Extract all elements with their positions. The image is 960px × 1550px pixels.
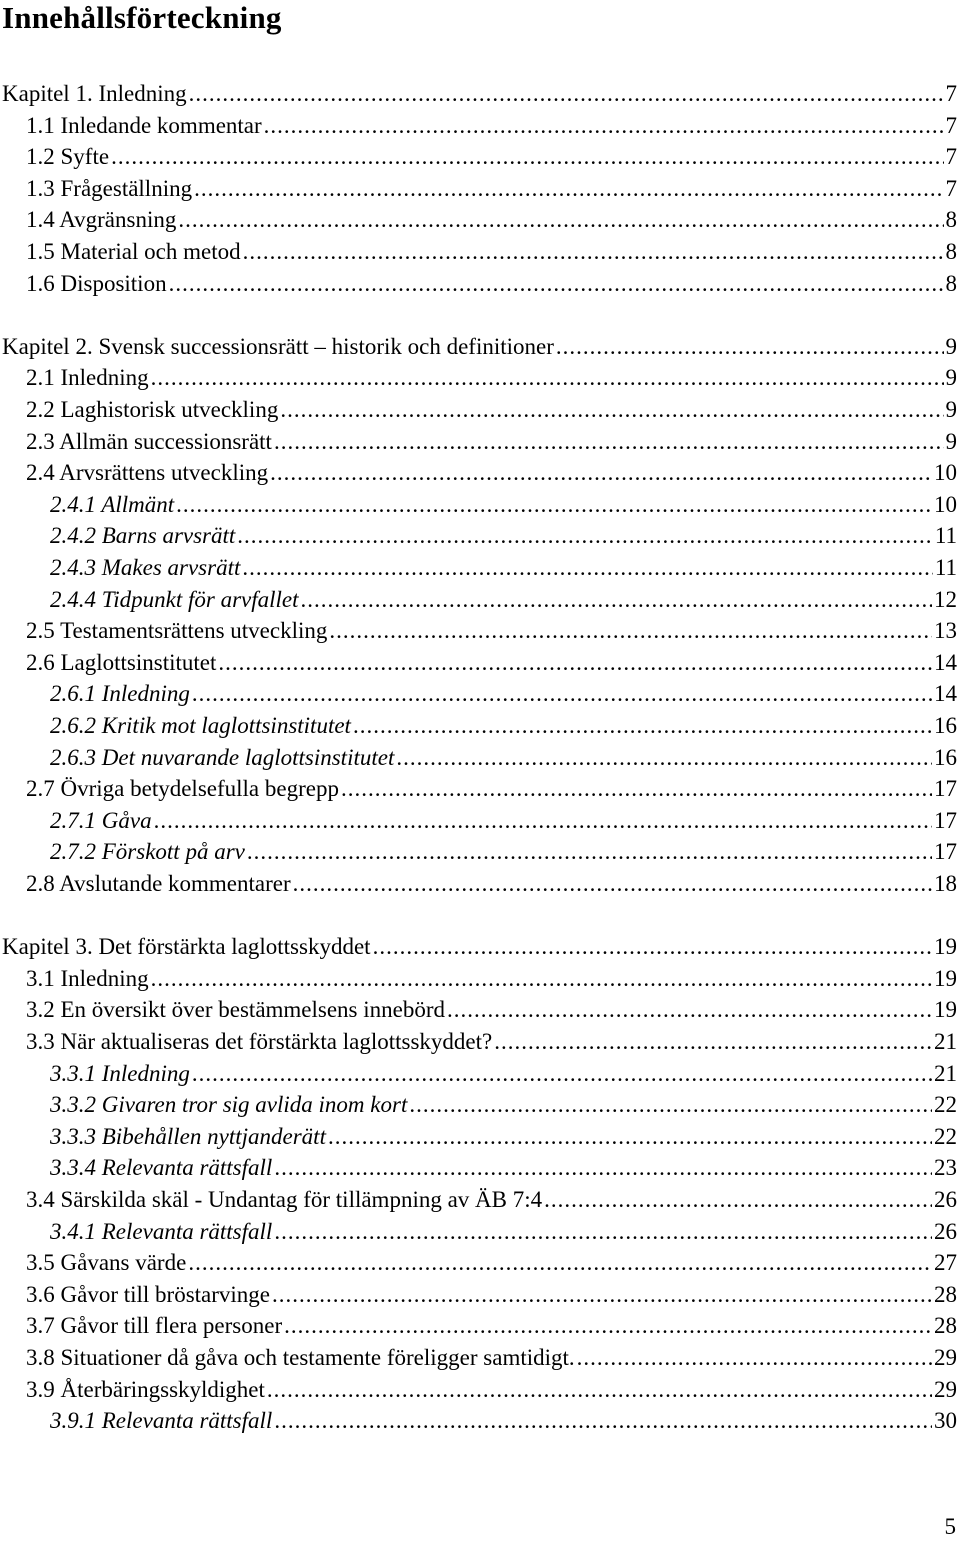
toc-entry[interactable] (50, 489, 957, 520)
toc-entry-page-number: 22 (934, 1123, 957, 1149)
toc-entry[interactable] (50, 1152, 957, 1183)
toc-entry-page-number: 22 (934, 1092, 957, 1118)
toc-dot-leader (301, 584, 932, 615)
toc-entry-title: 2.7.1 Gåva (50, 807, 152, 833)
toc-dot-leader (274, 1216, 932, 1247)
toc-dot-leader (267, 1374, 932, 1405)
toc-entry-page-number: 19 (934, 965, 957, 991)
toc-entry-title: 2.5 Testamentsrättens utveckling (26, 618, 328, 644)
toc-entry[interactable] (26, 1247, 957, 1278)
toc-entry-page-number: 17 (934, 839, 957, 865)
toc-dot-leader (373, 931, 932, 962)
toc-dot-leader (194, 173, 943, 204)
toc-entry-page-number: 17 (934, 807, 957, 833)
toc-entry-page-number: 18 (934, 871, 957, 896)
toc-entry-title: 2.6.2 Kritik mot laglottsinstitutet (50, 713, 351, 738)
toc-entry-title: 2.3 Allmän successionsrätt (26, 428, 272, 454)
toc-entry[interactable] (26, 141, 957, 172)
toc-entry-page-number: 8 (945, 239, 957, 264)
toc-entry-title: 2.6.1 Inledning (50, 681, 190, 707)
toc-entry[interactable] (50, 1121, 957, 1152)
toc-entry-title: 3.3 När aktualiseras det förstärkta laglottsskyddet? (26, 1029, 493, 1054)
toc-entry-title: 2.6 Laglottsinstitutet (26, 649, 217, 675)
page-title: Innehållsförteckning (2, 0, 282, 35)
toc-entry[interactable] (26, 426, 957, 457)
toc-entry[interactable] (50, 678, 957, 709)
toc-entry-title: 2.6.3 Det nuvarande laglottsinstitutet (50, 744, 395, 770)
toc-dot-leader (178, 204, 943, 235)
toc-entry-page-number: 14 (934, 681, 957, 707)
toc-entry-page-number: 30 (934, 1408, 957, 1434)
toc-entry[interactable] (50, 742, 957, 773)
toc-entry-page-number: 8 (945, 207, 957, 233)
toc-dot-leader (111, 141, 943, 172)
toc-entry-title: 3.5 Gåvans värde (26, 1250, 187, 1276)
toc-entry-title: 2.4.3 Makes arvsrätt (50, 555, 241, 580)
toc-entry-page-number: 23 (934, 1155, 957, 1181)
toc-entry-title: 3.9 Återbäringsskyldighet (26, 1376, 265, 1402)
toc-entry-page-number: 8 (945, 270, 957, 296)
toc-dot-leader (341, 773, 932, 804)
toc-entry-title: Kapitel 3. Det förstärkta laglottsskyddet (2, 934, 371, 960)
toc-entry-title: 3.3.1 Inledning (50, 1060, 190, 1086)
toc-entry-page-number: 7 (945, 112, 957, 138)
toc-entry-title: 3.1 Inledning (26, 965, 149, 991)
toc-entry-title: 1.1 Inledande kommentar (26, 112, 262, 138)
toc-entry[interactable] (26, 1279, 957, 1310)
toc-entry[interactable] (26, 868, 957, 899)
toc-dot-leader (272, 1279, 932, 1310)
toc-entry[interactable] (26, 204, 957, 235)
toc-dot-leader (151, 963, 932, 994)
toc-dot-leader (274, 1405, 932, 1436)
toc-entry-title: 2.4.4 Tidpunkt för arvfallet (50, 586, 299, 612)
toc-entry-title: 3.3.4 Relevanta rättsfall (50, 1155, 273, 1181)
toc-entry-title: 2.4 Arvsrättens utveckling (26, 460, 269, 486)
toc-entry-page-number: 27 (934, 1250, 957, 1276)
toc-dot-leader (151, 362, 944, 393)
page-number: 5 (944, 1514, 956, 1539)
toc-entry-page-number: 11 (934, 555, 957, 580)
toc-entry-page-number: 21 (934, 1060, 957, 1086)
toc-entry-page-number: 12 (934, 586, 957, 612)
toc-entry-page-number: 17 (934, 776, 957, 802)
toc-dot-leader (447, 994, 932, 1025)
toc-entry-title: 2.2 Laghistorisk utveckling (26, 397, 279, 422)
toc-entry-page-number: 16 (934, 744, 957, 770)
toc-entry[interactable] (2, 78, 957, 109)
toc-entry-title: 1.5 Material och metod (26, 239, 241, 264)
toc-dot-leader (169, 268, 944, 299)
toc-dot-leader (242, 552, 932, 583)
toc-entry[interactable] (50, 1216, 957, 1247)
toc-entry[interactable] (26, 1342, 957, 1373)
toc-entry[interactable] (50, 584, 957, 615)
toc-entry[interactable] (50, 1089, 957, 1120)
toc-dot-leader (284, 1310, 932, 1341)
toc-entry[interactable] (26, 963, 957, 994)
toc-entry-page-number: 7 (945, 81, 957, 106)
toc-entry-page-number: 26 (934, 1218, 957, 1244)
toc-entry-page-number: 29 (934, 1345, 957, 1370)
toc-dot-leader (353, 710, 932, 741)
toc-dot-leader (577, 1342, 932, 1373)
toc-dot-leader (176, 489, 932, 520)
toc-entry-title: 3.2 En översikt över bestämmelsens innebörd (26, 997, 446, 1023)
toc-entry[interactable] (2, 331, 957, 362)
toc-dot-leader (293, 868, 932, 899)
toc-dot-leader (192, 678, 932, 709)
toc-entry-title: 2.7 Övriga betydelsefulla begrepp (26, 776, 339, 802)
toc-entry-page-number: 14 (934, 649, 957, 675)
toc-dot-leader (237, 520, 933, 551)
toc-entry[interactable] (26, 1184, 957, 1215)
toc-entry-title: 2.4.2 Barns arvsrätt (50, 523, 236, 549)
toc-entry-title: 1.4 Avgränsning (26, 207, 177, 233)
toc-entry-page-number: 9 (945, 365, 957, 391)
toc-dot-leader (218, 647, 932, 678)
toc-entry-title: 3.8 Situationer då gåva och testamente föreligger samtidigt. (26, 1345, 575, 1370)
toc-entry[interactable] (26, 362, 957, 393)
toc-entry[interactable] (50, 805, 957, 836)
toc-entry[interactable] (26, 110, 957, 141)
toc-entry-page-number: 13 (934, 618, 957, 644)
toc-entry[interactable] (26, 1026, 957, 1057)
toc-entry-title: 3.4.1 Relevanta rättsfall (50, 1218, 273, 1244)
toc-entry[interactable] (26, 457, 957, 488)
toc-entry-page-number: 9 (945, 397, 957, 422)
toc-entry-title: 3.6 Gåvor till bröstarvinge (26, 1281, 271, 1307)
toc-entry-title: 3.7 Gåvor till flera personer (26, 1313, 283, 1339)
toc-entry-title: 1.3 Frågeställning (26, 175, 193, 201)
toc-entry-page-number: 19 (934, 997, 957, 1023)
toc-entry-page-number: 10 (934, 460, 957, 486)
toc-entry[interactable] (2, 931, 957, 962)
toc-entry-page-number: 7 (945, 144, 957, 170)
toc-dot-leader (544, 1184, 932, 1215)
toc-entry[interactable] (26, 236, 957, 267)
toc-entry-title: 2.4.1 Allmänt (50, 491, 175, 517)
toc-entry-title: 1.6 Disposition (26, 270, 167, 296)
toc-dot-leader (494, 1026, 932, 1057)
toc-entry-title: 3.9.1 Relevanta rättsfall (50, 1408, 273, 1434)
toc-dot-leader (274, 426, 944, 457)
toc-entry-title: Kapitel 2. Svensk successionsrätt – historik och definitioner (2, 333, 554, 359)
toc-entry[interactable] (50, 836, 957, 867)
toc-dot-leader (243, 236, 944, 267)
toc-entry-page-number: 28 (934, 1281, 957, 1307)
toc-entry[interactable] (26, 994, 957, 1025)
toc-entry-page-number: 26 (934, 1187, 957, 1212)
toc-entry-page-number: 28 (934, 1313, 957, 1339)
toc-entry[interactable] (26, 615, 957, 646)
toc-entry[interactable] (50, 710, 957, 741)
toc-entry-page-number: 29 (934, 1376, 957, 1402)
toc-entry-page-number: 9 (945, 428, 957, 454)
toc-entry-page-number: 9 (945, 333, 957, 359)
toc-entry[interactable] (26, 268, 957, 299)
toc-entry[interactable] (26, 1310, 957, 1341)
toc-dot-leader (188, 1247, 932, 1278)
toc-dot-leader (264, 110, 944, 141)
toc-entry-page-number: 21 (934, 1029, 957, 1054)
toc-entry[interactable] (26, 647, 957, 678)
toc-entry[interactable] (26, 773, 957, 804)
toc-dot-leader (189, 78, 944, 109)
toc-dot-leader (556, 331, 944, 362)
toc-dot-leader (154, 805, 932, 836)
toc-dot-leader (274, 1152, 932, 1183)
toc-entry-title: Kapitel 1. Inledning (2, 81, 187, 106)
toc-entry-title: 2.8 Avslutande kommentarer (26, 871, 291, 896)
toc-entry-title: 2.1 Inledning (26, 365, 149, 391)
toc-dot-leader (192, 1058, 932, 1089)
toc-dot-leader (329, 615, 932, 646)
toc-entry-page-number: 16 (934, 713, 957, 738)
toc-entry[interactable] (50, 1058, 957, 1089)
toc-entry[interactable] (50, 520, 957, 551)
toc-entry-page-number: 10 (934, 491, 957, 517)
toc-entry-title: 3.3.2 Givaren tror sig avlida inom kort (50, 1092, 408, 1118)
toc-dot-leader (328, 1121, 932, 1152)
toc-entry-title: 2.7.2 Förskott på arv (50, 839, 245, 865)
toc-dot-leader (396, 742, 932, 773)
toc-dot-leader (409, 1089, 932, 1120)
toc-entry-title: 3.3.3 Bibehållen nyttjanderätt (50, 1123, 326, 1149)
toc-entry[interactable] (26, 173, 957, 204)
toc-dot-leader (247, 836, 932, 867)
toc-entry-page-number: 11 (934, 523, 957, 549)
toc-entry[interactable] (50, 1405, 957, 1436)
toc-entry[interactable] (26, 1374, 957, 1405)
toc-entry[interactable] (26, 394, 957, 425)
toc-entry-title: 3.4 Särskilda skäl - Undantag för tillämpning av ÄB 7:4 (26, 1187, 543, 1212)
toc-entry[interactable] (50, 552, 957, 583)
toc-dot-leader (270, 457, 932, 488)
toc-entry-page-number: 19 (934, 934, 957, 960)
toc-entry-page-number: 7 (945, 175, 957, 201)
toc-dot-leader (280, 394, 943, 425)
toc-entry-title: 1.2 Syfte (26, 144, 110, 170)
